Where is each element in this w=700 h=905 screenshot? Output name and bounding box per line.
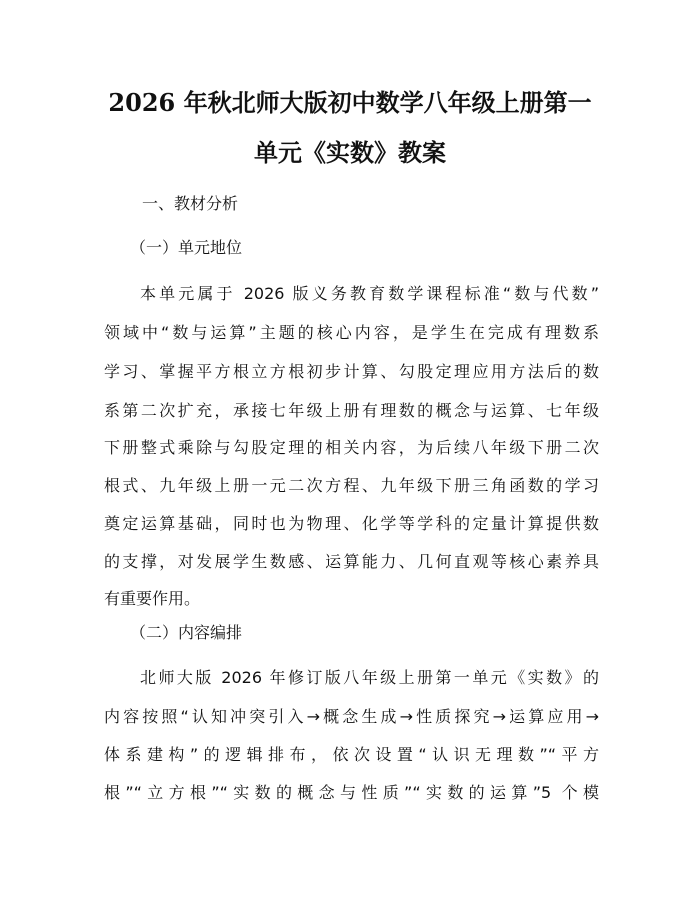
subsection-heading-content-arrangement: （二）内容编排 [130,623,243,642]
document-title-line-1: 2026 年秋北师大版初中数学八年级上册第一 [108,88,592,117]
paragraph-2-line: 北师大版 2026 年修订版八年级上册第一单元《实数》的 [140,668,599,687]
section-heading-textbook-analysis: 一、教材分析 [142,194,239,213]
paragraph-1-line: 的支撑，对发展学生数感、运算能力、几何直观等核心素养具 [104,552,599,571]
paragraph-1-line: 下册整式乘除与勾股定理的相关内容，为后续八年级下册二次 [104,438,599,457]
paragraph-1-line: 学习、掌握平方根立方根初步计算、勾股定理应用方法后的数 [104,362,599,381]
paragraph-1-line: 有重要作用。 [104,589,201,608]
paragraph-1-line: 领域中“数与运算”主题的核心内容，是学生在完成有理数系 [104,323,599,342]
paragraph-2-line: 根”“立方根”“实数的概念与性质”“实数的运算”5 个模 [104,783,599,802]
paragraph-2-line: 体系建构”的逻辑排布，依次设置“认识无理数”“平方 [104,745,599,764]
document-title-line-2: 单元《实数》教案 [254,138,446,167]
paragraph-1-line: 根式、九年级上册一元二次方程、九年级下册三角函数的学习 [104,476,599,495]
paragraph-2-line: 内容按照“认知冲突引入→概念生成→性质探究→运算应用→ [104,707,599,726]
paragraph-1-line: 系第二次扩充，承接七年级上册有理数的概念与运算、七年级 [104,401,599,420]
subsection-heading-unit-position: （一）单元地位 [130,238,243,257]
paragraph-1-line: 本单元属于 2026 版义务教育数学课程标准“数与代数” [140,284,599,303]
paragraph-1-line: 奠定运算基础，同时也为物理、化学等学科的定量计算提供数 [104,514,599,533]
